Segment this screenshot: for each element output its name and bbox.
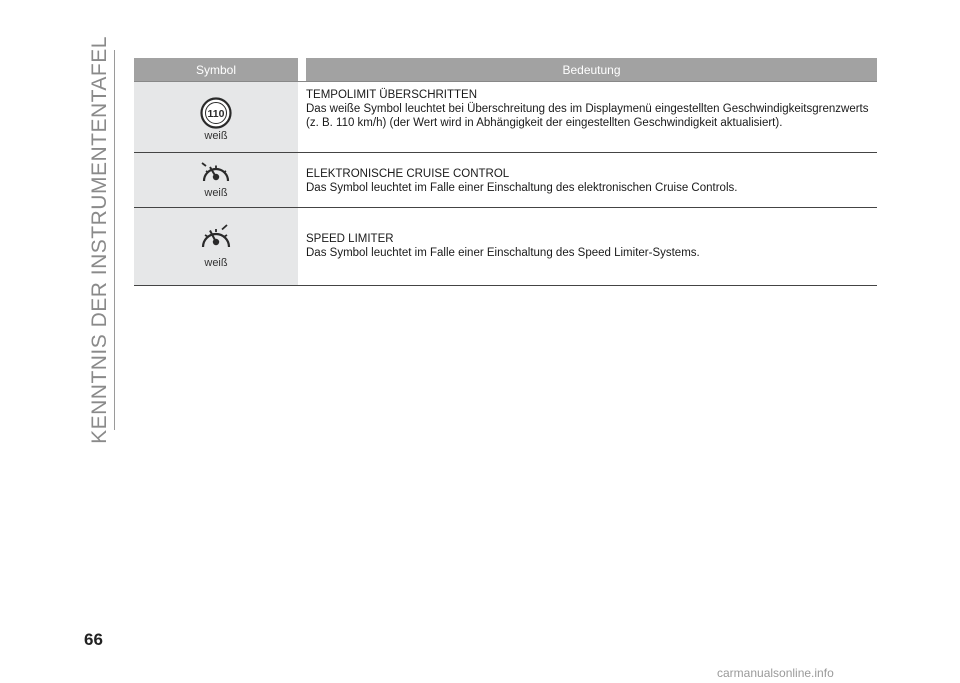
meaning-cell (306, 153, 877, 207)
meaning-cell (306, 82, 877, 152)
color-label: weiß (204, 257, 228, 269)
row-title: TEMPOLIMIT ÜBERSCHRITTEN (306, 89, 478, 101)
watermark: carmanualsonline.info (717, 666, 834, 680)
meaning-cell (306, 208, 877, 285)
page-number: 66 (84, 630, 103, 649)
header-symbol: Symbol (134, 58, 298, 81)
table-header (134, 58, 877, 82)
row-body: Das weiße Symbol leuchtet bei Überschreitung des im Displaymenü eingestellten Geschwindigkeitsgrenzwerts (z. B. 110 km/h) (der Wert wird in Abhängigkeit der eingestellten Geschwindigkeit aktualisiert). (306, 103, 869, 129)
symbol-table (134, 58, 877, 286)
cruise-control-icon (199, 162, 233, 188)
symbol-cell (134, 208, 298, 285)
section-title: KENNTNIS DER INSTRUMENTENTAFEL (88, 36, 111, 444)
color-label: weiß (204, 187, 228, 199)
speed-limit-110-icon (200, 97, 232, 129)
table-row (134, 82, 877, 153)
row-title: ELEKTRONISCHE CRUISE CONTROL (306, 168, 510, 180)
side-divider (114, 50, 115, 430)
row-body: Das Symbol leuchtet im Falle einer Einschaltung des Speed Limiter-Systems. (306, 247, 700, 259)
row-title: SPEED LIMITER (306, 233, 394, 245)
speed-limiter-icon (198, 224, 234, 254)
table-row (134, 153, 877, 208)
symbol-cell (134, 153, 298, 207)
header-meaning: Bedeutung (306, 58, 877, 81)
symbol-cell (134, 82, 298, 152)
row-body: Das Symbol leuchtet im Falle einer Einschaltung des elektronischen Cruise Controls. (306, 182, 738, 194)
color-label: weiß (204, 130, 228, 142)
table-row (134, 208, 877, 286)
svg-text:110: 110 (207, 107, 225, 120)
